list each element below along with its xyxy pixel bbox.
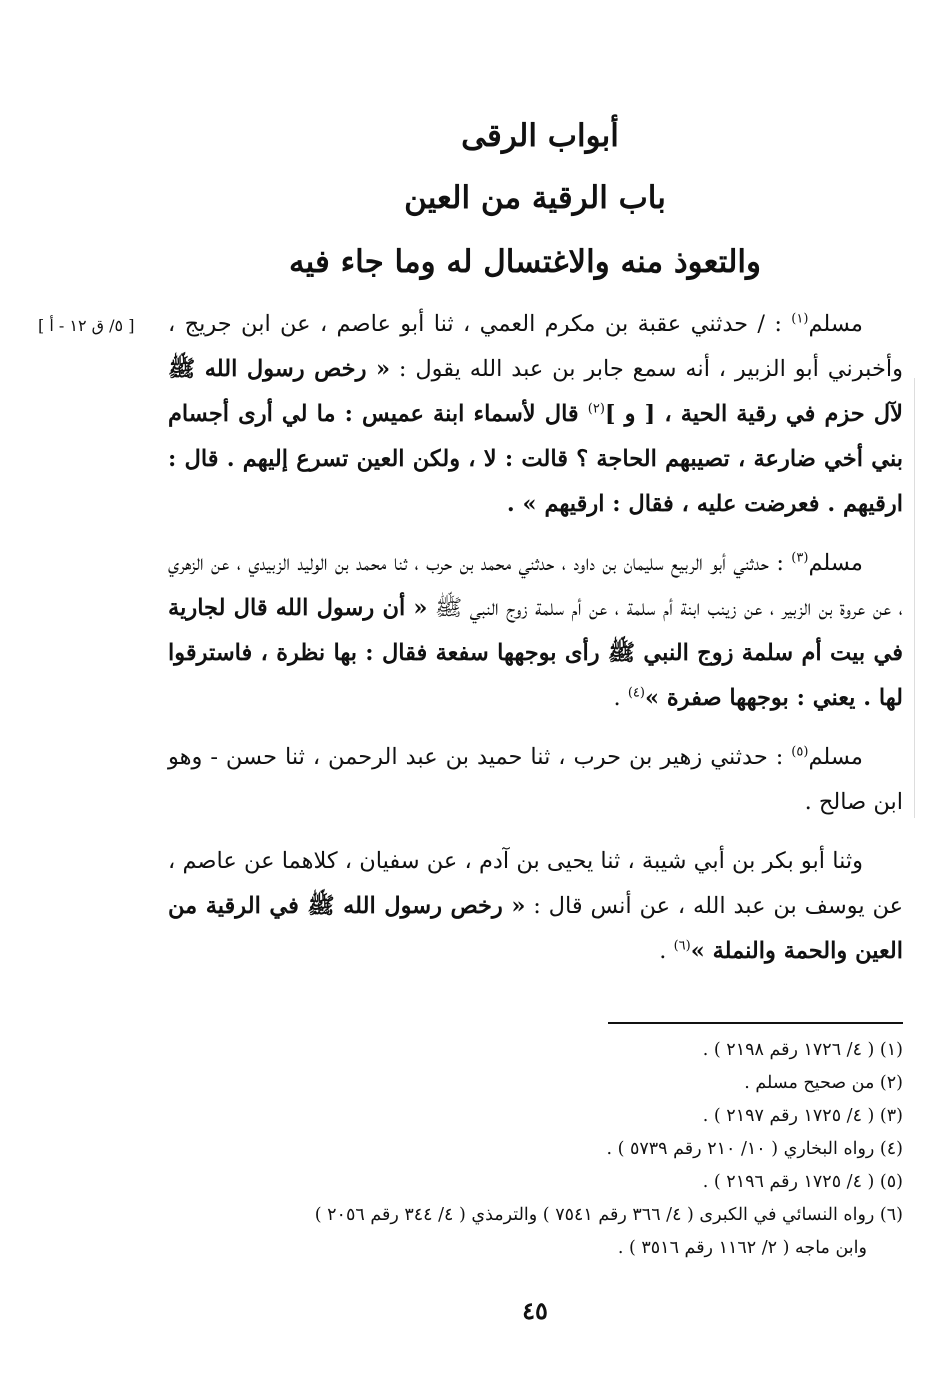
hadith-paragraph-4 [168,839,903,974]
hadith-paragraph-3 [168,735,903,825]
footnote-ref: (٢) [587,401,605,417]
isnad-text: : حدثني زهير بن حرب ، ثنا حميد بن عبد الرحمن ، ثنا حسن - وهو ابن صالح . [168,744,903,815]
scan-artifact [914,378,915,818]
page-number: ٤٥ [522,1296,548,1325]
footnote-item: (٤) رواه البخاري ( ١٠/ ٢١٠ رقم ٥٧٣٩ ) . [606,1139,903,1159]
footnote-ref: (٥) [791,744,809,760]
section-title: أبواب الرقى [461,118,619,154]
footnote-item: (٣) ( ٤/ ١٧٢٥ رقم ٢١٩٧ ) . [702,1106,903,1126]
footnote-ref: (١) [791,311,809,327]
matn-text-cont: . [659,938,674,964]
matn-text: « رخص رسول الله ﷺ لآل حزم في رقية الحية ، [ و ] [168,356,903,427]
isnad-text: وثنا أبو بكر بن أبي شيبة ، ثنا يحيى بن آدم ، عن سفيان ، كلاهما عن عاصم ، عن يوسف بن عبد الله ، عن أنس قال : [168,848,903,919]
matn-text: « أن رسول الله قال لجارية في بيت أم سلمة زوج النبي ﷺ رأى بوجهها سفعة فقال : بها نظرة ، فاسترقوا لها . يعني : بوجهها صفرة » [168,595,903,711]
footnote-ref: (٤) [627,685,645,701]
footnote-continuation: وابن ماجه ( ٢/ ١١٦٢ رقم ٣٥١٦ ) . [617,1238,867,1258]
main-text [168,302,903,988]
footnote-item: (٥) ( ٤/ ١٧٢٥ رقم ٢١٩٦ ) . [702,1172,903,1192]
footnote-item: (٢) من صحيح مسلم . [744,1073,903,1093]
manuscript-folio-note: [ ٥/ ق ١٢ - أ ] [38,316,135,335]
footnote-item: (١) ( ٤/ ١٧٢٦ رقم ٢١٩٨ ) . [702,1040,903,1060]
matn-text-cont: قال لأسماء ابنة عميس : ما لي أرى أجسام بني أخي ضارعة ، تصيبهم الحاجة ؟ قالت : لا ، ولكن العين تسرع إليهم . قال : ارقيهم . فعرضت عليه ، فقال : ارقيهم » . [168,401,903,517]
hadith-paragraph-2 [168,541,903,721]
footnote-item: (٦) رواه النسائي في الكبرى ( ٤/ ٣٦٦ رقم ٧٥٤١ ) والترمذي ( ٤/ ٣٤٤ رقم ٢٠٥٦ ) [314,1205,903,1225]
isnad-text: : حدثني أبو الربيع سليمان بن داود ، حدثني محمد بن حرب ، ثنا محمد بن الوليد الزبيدي ، عن الزهري ، عن عروة بن الزبير ، عن زينب ابنة أم سلمة ، عن أم سلمة زوج النبي ﷺ [168,550,903,621]
source-name: مسلم [808,550,863,576]
isnad-text: : / حدثني عقبة بن مكرم العمي ، ثنا أبو عاصم ، عن ابن جريج ، وأخبرني أبو الزبير ، أنه سمع جابر بن عبد الله يقول : [168,311,903,382]
matn-text-cont: . [613,685,628,711]
source-name: مسلم [808,311,863,337]
hadith-paragraph-1 [168,302,903,527]
chapter-title: باب الرقية من العين [404,180,666,216]
chapter-subtitle: والتعوذ منه والاغتسال له وما جاء فيه [288,244,761,280]
source-name: مسلم [808,744,863,770]
footnote-ref: (٦) [673,938,691,954]
footnotes [168,1034,903,1265]
matn-text: « رخص رسول الله ﷺ في الرقية من العين والحمة والنملة » [168,893,903,964]
footnote-ref: (٣) [791,550,809,566]
footnote-separator [608,1022,903,1024]
